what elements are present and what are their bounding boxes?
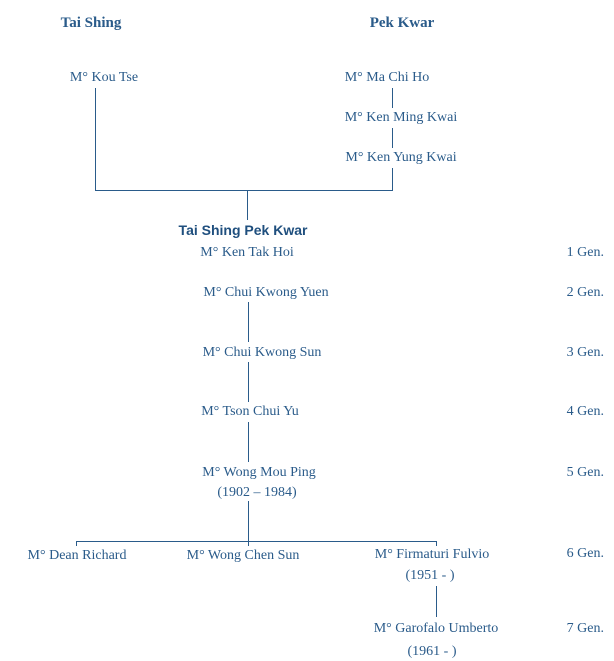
master-firmaturi-fulvio-dates: (1951 - ) — [405, 568, 455, 583]
connector-line — [248, 541, 249, 546]
connector-line — [392, 128, 393, 148]
master-gen-5: M° Wong Mou Ping — [202, 465, 316, 480]
master-dean-richard: M° Dean Richard — [27, 548, 127, 563]
lineage-header-tai-shing: Tai Shing — [60, 15, 122, 31]
master-ken-yung-kwai: M° Ken Yung Kwai — [345, 150, 457, 165]
master-garofalo-umberto: M° Garofalo Umberto — [373, 621, 499, 636]
lineage-header-pek-kwar: Pek Kwar — [369, 15, 435, 31]
master-ma-chi-ho: M° Ma Chi Ho — [344, 70, 430, 85]
master-gen-2: M° Chui Kwong Yuen — [203, 285, 329, 300]
master-firmaturi-fulvio: M° Firmaturi Fulvio — [374, 547, 490, 562]
connector-line — [76, 541, 437, 542]
generation-label: 6 Gen. — [566, 546, 604, 561]
generation-label: 1 Gen. — [566, 245, 604, 260]
connector-line — [95, 88, 96, 190]
generation-label: 2 Gen. — [566, 285, 604, 300]
connector-line — [392, 168, 393, 190]
connector-line — [436, 586, 437, 617]
master-ken-ming-kwai: M° Ken Ming Kwai — [344, 110, 458, 125]
connector-line — [248, 501, 249, 541]
master-gen-1: M° Ken Tak Hoi — [200, 245, 294, 260]
master-garofalo-umberto-dates: (1961 - ) — [407, 644, 457, 659]
connector-line — [392, 88, 393, 108]
master-gen-3: M° Chui Kwong Sun — [202, 345, 322, 360]
connector-line — [248, 302, 249, 342]
generation-label: 4 Gen. — [566, 404, 604, 419]
connector-line — [248, 422, 249, 462]
merged-style-title: Tai Shing Pek Kwar — [178, 222, 308, 238]
connector-line — [95, 190, 393, 191]
generation-label: 3 Gen. — [566, 345, 604, 360]
generation-label: 5 Gen. — [566, 465, 604, 480]
connector-line — [76, 541, 77, 546]
master-wong-chen-sun: M° Wong Chen Sun — [186, 548, 300, 563]
master-gen-4: M° Tson Chui Yu — [201, 404, 299, 419]
connector-line — [248, 362, 249, 402]
master-kou-tse: M° Kou Tse — [69, 70, 139, 85]
master-gen-5-dates: (1902 – 1984) — [217, 485, 297, 500]
generation-label: 7 Gen. — [566, 621, 604, 636]
connector-line — [247, 190, 248, 220]
